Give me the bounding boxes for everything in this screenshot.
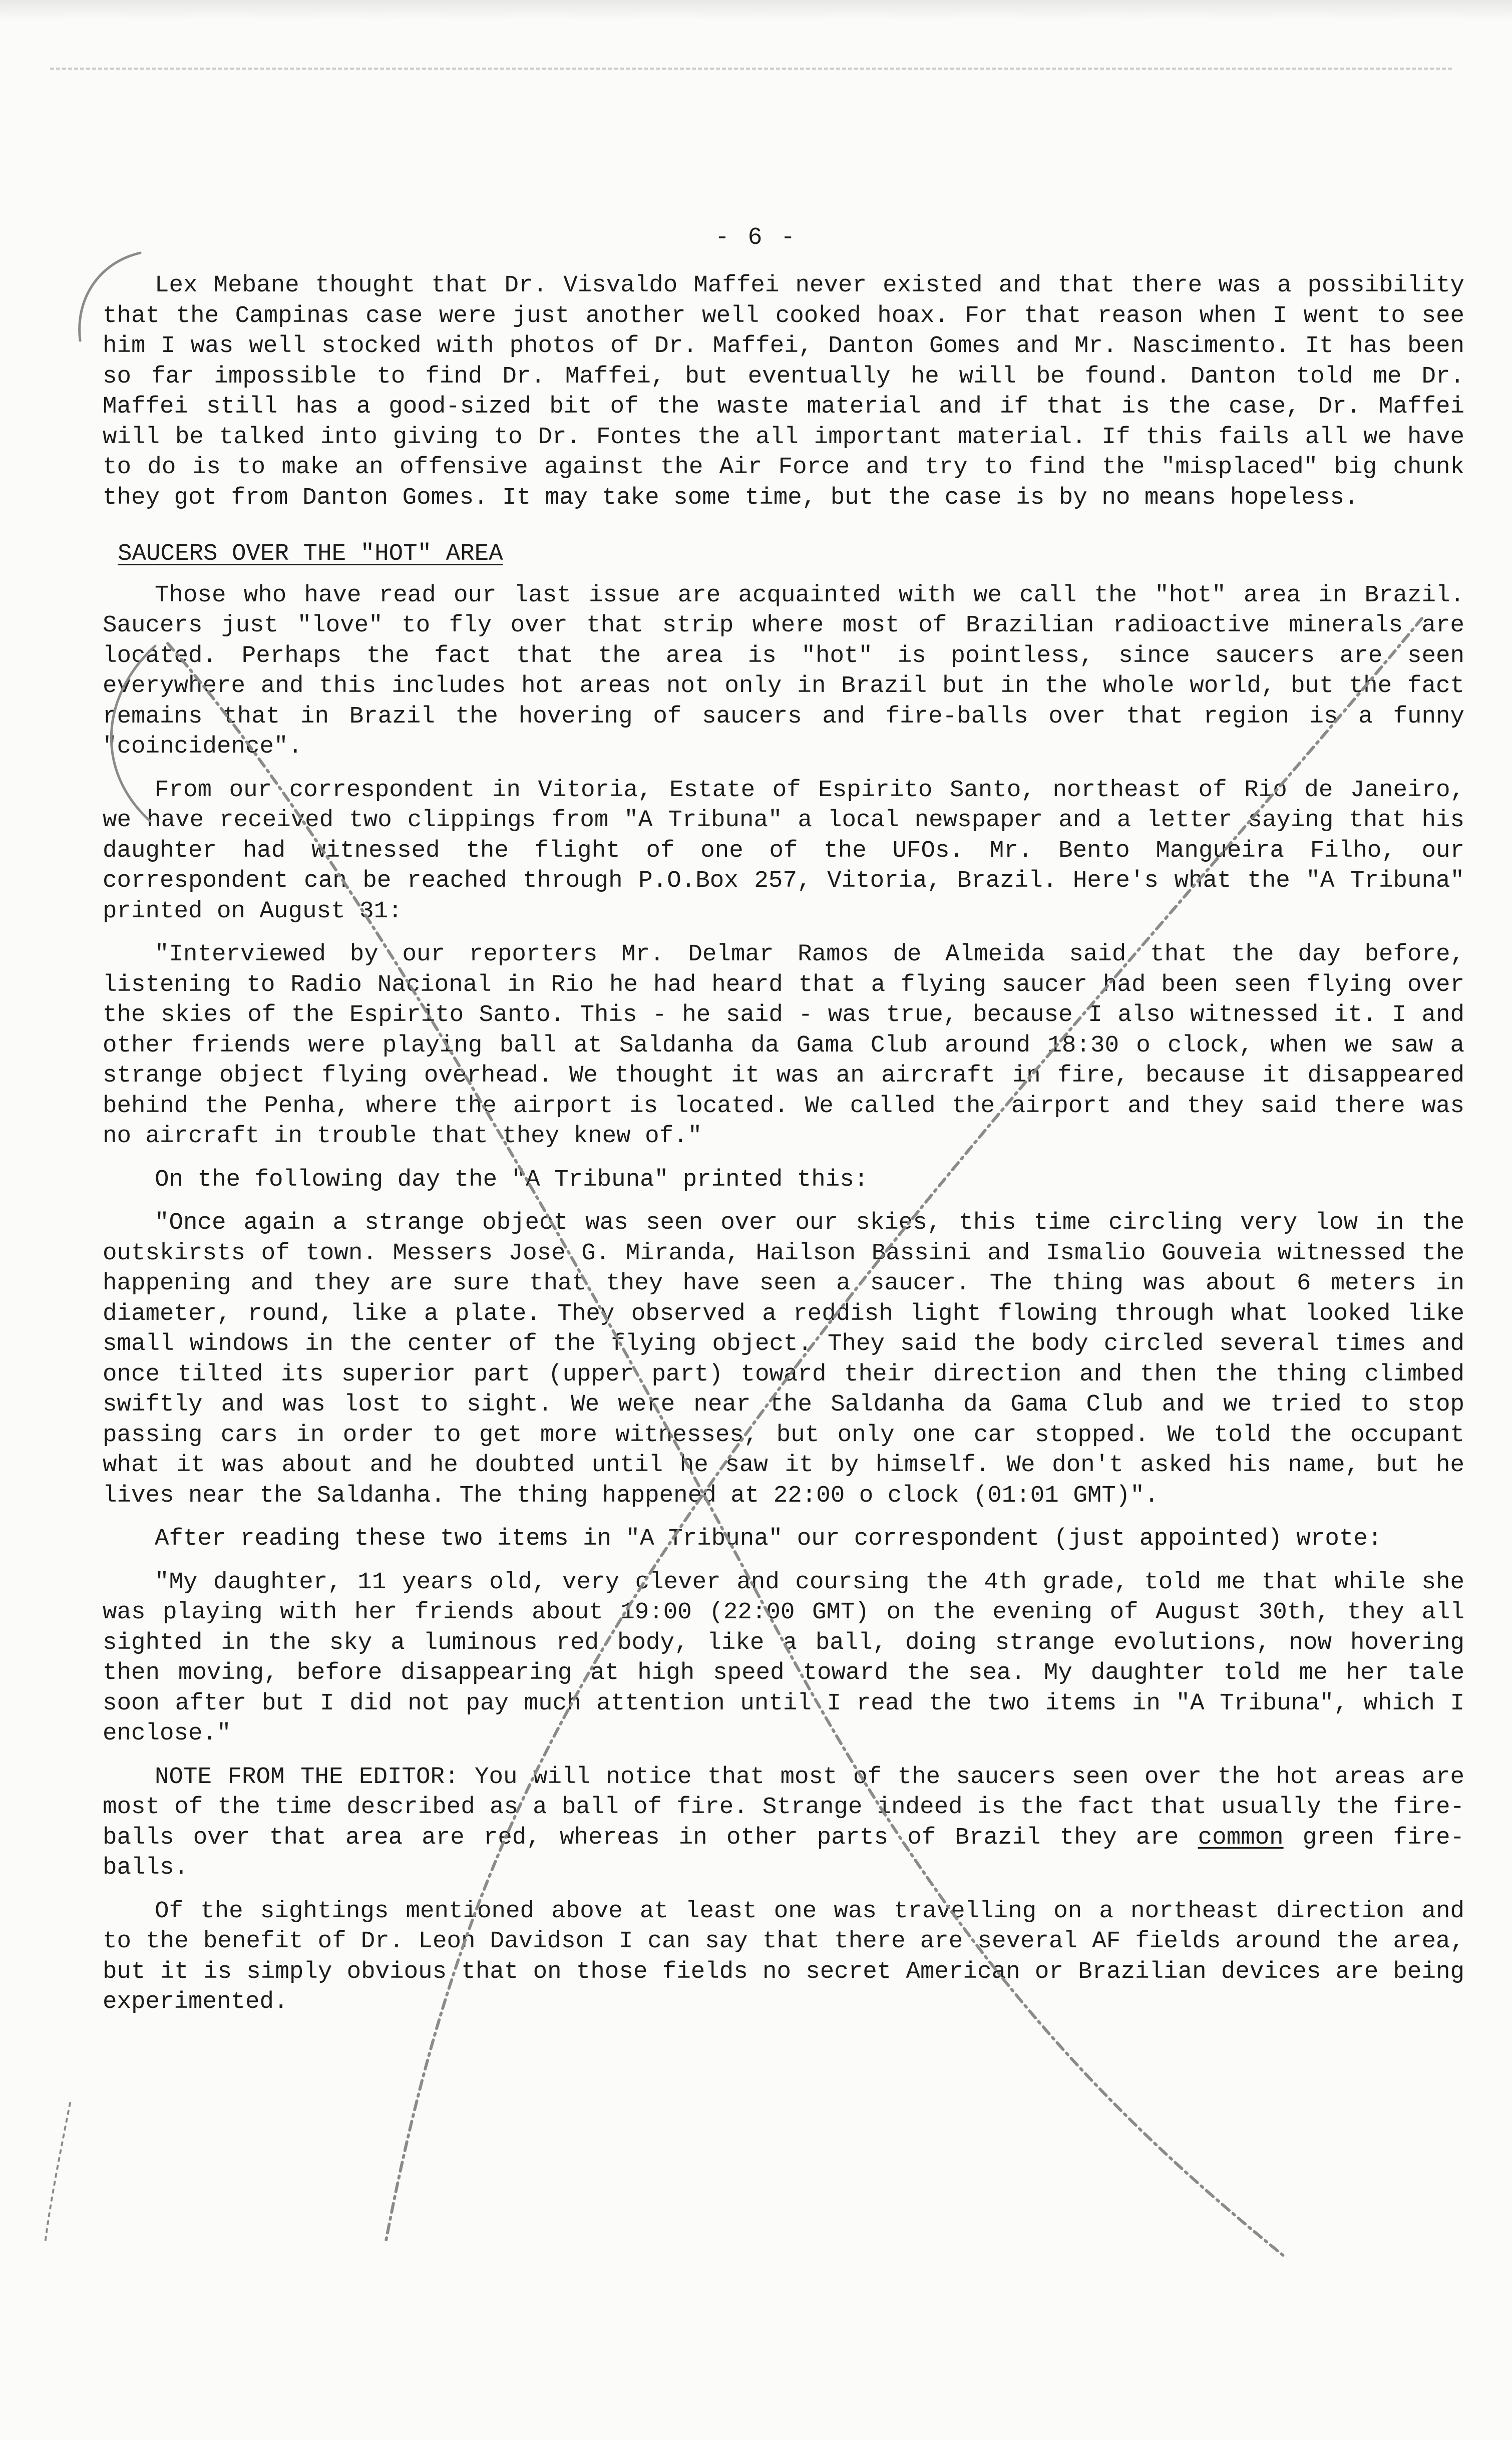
paragraph-first-clipping: "Interviewed by our reporters Mr. Delmar Ramos de Almeida said that the day before, listening to Radio Nacional in Rio he had heard that a flying saucer had been seen flying over the skies of the Espirito Santo. This - he said - was true, because I also witnessed it. I and other friends were playing ball at Saldanha da Gama Club around 18:30 o clock, when we saw a strange object flying overhead. We thought it was an aircraft in fire, because it disappeared behind the Penha, where the airport is located. We called the airport and they said there was no aircraft in trouble that they knew of." <box>103 941 1464 1150</box>
paragraph-daughter-letter: "My daughter, 11 years old, very clever and coursing the 4th grade, told me that while she was playing with her friends about 19:00 (22:00 GMT) on the evening of August 30th, they all sighted in the sky a luminous red body, like a ball, doing strange evolutions, now hovering then moving, before disappearing at high speed toward the sea. My daughter told me her tale soon after but I did not pay much attention until I read the two items in "A Tribuna", which I enclose." <box>103 1568 1464 1747</box>
editor-note-ending: green fire-balls. <box>103 1824 1464 1881</box>
paragraph-following-day: On the following day the "A Tribuna" printed this: <box>155 1166 869 1193</box>
paragraph-correspondent-wrote: After reading these two items in "A Tribuna" our correspondent (just appointed) wrote: <box>155 1525 1382 1552</box>
body-text <box>103 270 1464 2030</box>
paragraph-hot-area: Those who have read our last issue are acquainted with we call the "hot" area in Brazil. Saucers just "love" to fly over that strip where most of Brazilian radioactive minerals are located. Perhaps the fact that the area is "hot" is pointless, since saucers are seen everywhere and this includes hot areas not only in Brazil but in the whole world, but the fact remains that in Brazil the hovering of saucers and fire-balls over that region is a funny "coincidence". <box>103 581 1464 760</box>
paragraph-editor-note <box>103 1762 1464 1883</box>
editor-note-underlined-word: common <box>1198 1824 1284 1851</box>
paragraph-sightings-direction: Of the sightings mentioned above at least one was travelling on a northeast direction and to the benefit of Dr. Leon Davidson I can say that there are several AF fields around the area, but it is simply obvious that on those fields no secret American or Brazilian devices are being experimented. <box>103 1897 1464 2015</box>
paragraph-maffei-hoax: Lex Mebane thought that Dr. Visvaldo Maffei never existed and that there was a possibility that the Campinas case were just another well cooked hoax. For that reason when I went to see him I was well stocked with photos of Dr. Maffei, Danton Gomes and Mr. Nascimento. It has been so far impossible to find Dr. Maffei, but eventually he will be found. Danton told me Dr. Maffei still has a good-sized bit of the waste material and if that is the case, Dr. Maffei will be talked into giving to Dr. Fontes the all important material. If this fails all we have to do is to make an offensive against the Air Force and try to find the "misplaced" big chunk they got from Danton Gomes. It may take some time, but the case is by no means hopeless. <box>103 272 1464 511</box>
scan-top-edge <box>0 0 1512 20</box>
section-heading: SAUCERS OVER THE "HOT" AREA <box>118 540 503 567</box>
paragraph-second-clipping: "Once again a strange object was seen over our skies, this time circling very low in the outskirsts of town. Messers Jose G. Miranda, Hailson Bassini and Ismalio Gouveia witnessed the happening and they are sure that they have seen a saucer. The thing was about 6 meters in diameter, round, like a plate. They observed a reddish light flowing through what looked like small windows in the center of the flying object. They said the body circled several times and once tilted its superior part (upper part) toward their direction and then the thing climbed swiftly and was lost to sight. We were near the Saldanha da Gama Club and we tried to stop passing cars in order to get more witnesses, but only one car stopped. We told the occupant what it was about and he doubted until he saw it by himself. We don't asked his name, but he lives near the Saldanha. The thing happened at 22:00 o clock (01:01 GMT)". <box>103 1209 1464 1509</box>
header-dashed-rule <box>50 68 1452 70</box>
paragraph-vitoria-correspondent: From our correspondent in Vitoria, Estate of Espirito Santo, northeast of Rio de Janeiro, we have received two clippings from "A Tribuna" a local newspaper and a letter saying that his daughter had witnessed the flight of one of the UFOs. Mr. Bento Mangueira Filho, our correspondent can be reached through P.O.Box 257, Vitoria, Brazil. Here's what the "A Tribuna" printed on August 31: <box>103 776 1464 925</box>
editor-note-text: NOTE FROM THE EDITOR: You will notice that most of the saucers seen over the hot areas are most of the time described as a ball of fire. Strange indeed is the fact that usually the fire-balls over that area are red, whereas in other parts of Brazil they are <box>103 1763 1464 1851</box>
margin-tick-left <box>45 2103 70 2243</box>
page-number: - 6 - <box>714 224 798 251</box>
